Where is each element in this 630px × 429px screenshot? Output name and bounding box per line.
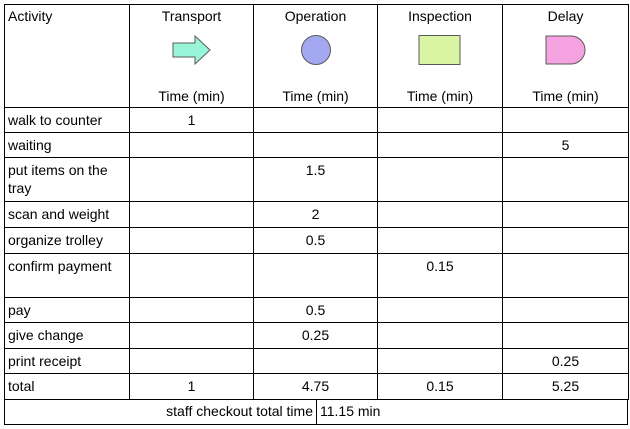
table-row <box>5 202 629 228</box>
inspection-time-cell <box>378 228 503 254</box>
table-row <box>5 158 629 202</box>
delay-d-shape-icon <box>545 35 587 65</box>
operation-time-cell: 1.5 <box>254 158 378 202</box>
activity-cell: confirm payment <box>5 254 130 298</box>
transport-time-cell <box>130 202 254 228</box>
header-delay-title: Delay <box>547 8 584 24</box>
delay-time-cell <box>503 228 629 254</box>
operation-time-cell: 0.25 <box>254 323 378 349</box>
transport-arrow-icon <box>172 35 212 65</box>
delay-time-cell: 0.25 <box>503 349 629 374</box>
inspection-time-cell <box>378 349 503 374</box>
operation-time-cell <box>254 254 378 298</box>
inspection-square-icon <box>418 34 462 66</box>
activity-cell: scan and weight <box>5 202 130 228</box>
operation-circle-icon <box>300 34 332 66</box>
transport-time-cell <box>130 254 254 298</box>
activity-cell: waiting <box>5 133 130 158</box>
activity-cell: put items on the tray <box>5 158 130 202</box>
delay-total-cell: 5.25 <box>503 374 629 400</box>
total-row <box>5 374 629 400</box>
table-row <box>5 349 629 374</box>
header-delay-unit: Time (min) <box>532 88 599 104</box>
header-activity-cell <box>5 5 130 108</box>
header-operation-title: Operation <box>284 8 347 24</box>
footer-divider <box>316 400 317 424</box>
table-row <box>5 254 629 298</box>
delay-time-cell: 5 <box>503 133 629 158</box>
transport-time-cell <box>130 228 254 254</box>
header-transport-cell <box>130 5 254 108</box>
header-inspection-unit: Time (min) <box>406 88 474 104</box>
transport-time-cell: 1 <box>130 108 254 133</box>
activity-cell: give change <box>5 323 130 349</box>
process-table <box>4 4 629 400</box>
transport-time-cell <box>130 349 254 374</box>
inspection-time-cell <box>378 298 503 323</box>
table-row <box>5 228 629 254</box>
inspection-time-cell <box>378 202 503 228</box>
inspection-time-cell <box>378 133 503 158</box>
inspection-time-cell <box>378 158 503 202</box>
delay-time-cell <box>503 158 629 202</box>
header-inspection-cell <box>378 5 503 108</box>
delay-time-cell <box>503 254 629 298</box>
operation-time-cell: 0.5 <box>254 228 378 254</box>
transport-time-cell <box>130 298 254 323</box>
operation-time-cell <box>254 349 378 374</box>
delay-time-cell <box>503 108 629 133</box>
header-operation-cell <box>254 5 378 108</box>
transport-total-cell: 1 <box>130 374 254 400</box>
activity-cell: organize trolley <box>5 228 130 254</box>
transport-time-cell <box>130 133 254 158</box>
inspection-time-cell <box>378 108 503 133</box>
activity-cell: print receipt <box>5 349 130 374</box>
operation-time-cell: 2 <box>254 202 378 228</box>
header-row <box>5 5 629 108</box>
total-time-value: 11.15 min <box>320 403 381 419</box>
delay-time-cell <box>503 323 629 349</box>
table-row <box>5 298 629 323</box>
operation-time-cell <box>254 108 378 133</box>
activity-cell: pay <box>5 298 130 323</box>
header-delay-cell <box>503 5 629 108</box>
header-operation-unit: Time (min) <box>282 88 349 104</box>
total-label-cell: total <box>5 374 130 400</box>
operation-time-cell: 0.5 <box>254 298 378 323</box>
operation-time-cell <box>254 133 378 158</box>
inspection-time-cell <box>378 323 503 349</box>
transport-time-cell <box>130 158 254 202</box>
table-row <box>5 133 629 158</box>
header-transport-unit: Time (min) <box>158 88 225 104</box>
header-transport-title: Transport <box>161 8 222 24</box>
table-row <box>5 323 629 349</box>
total-time-label: staff checkout total time <box>166 403 313 419</box>
header-activity-label: Activity <box>8 8 53 24</box>
total-time-footer <box>4 400 628 425</box>
inspection-time-cell: 0.15 <box>378 254 503 298</box>
delay-time-cell <box>503 298 629 323</box>
inspection-total-cell: 0.15 <box>378 374 503 400</box>
table-row <box>5 108 629 133</box>
activity-cell: walk to counter <box>5 108 130 133</box>
transport-time-cell <box>130 323 254 349</box>
process-chart <box>4 4 628 426</box>
header-inspection-title: Inspection <box>408 8 472 24</box>
delay-time-cell <box>503 202 629 228</box>
operation-total-cell: 4.75 <box>254 374 378 400</box>
